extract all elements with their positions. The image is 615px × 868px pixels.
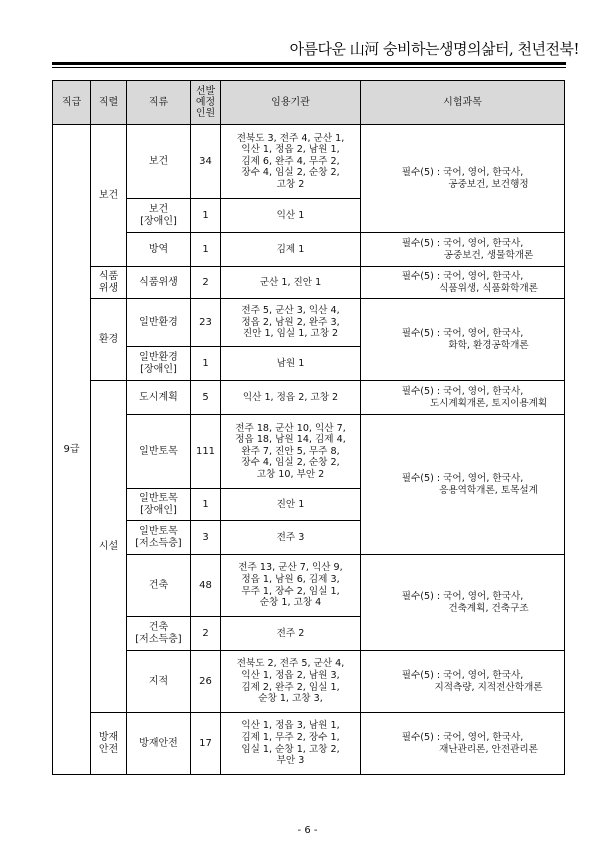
type-cell: 건축 [저소득층] bbox=[127, 617, 191, 651]
type-cell: 일반토목 bbox=[127, 415, 191, 489]
subject-cell bbox=[361, 381, 565, 415]
type-cell: 방재안전 bbox=[127, 713, 191, 775]
table-row bbox=[53, 267, 565, 299]
table-header-row bbox=[53, 81, 565, 125]
subject-line-1: 필수(5) : 국어, 영어, 한국사, bbox=[401, 472, 524, 484]
agency-cell: 남원 1 bbox=[221, 347, 361, 381]
table-row bbox=[53, 299, 565, 347]
type-cell: 일반토목 [장애인] bbox=[127, 489, 191, 521]
agency-cell: 전북도 3, 전주 4, 군산 1, 익산 1, 정읍 2, 남원 1, 김제 6, 완주 4, 무주 2, 장수 4, 임실 2, 순창 2, 고창 2 bbox=[221, 125, 361, 199]
subject-line-1: 필수(5) : 국어, 영어, 한국사, bbox=[401, 731, 524, 743]
agency-cell: 전북도 2, 전주 5, 군산 4, 익산 1, 정읍 2, 남원 3, 김제 2, 완주 2, 임실 1, 순창 1, 고창 3, bbox=[221, 651, 361, 713]
agency-cell: 익산 1, 정읍 3, 남원 1, 김제 1, 무주 2, 장수 1, 임실 1, 순창 1, 고창 2, 부안 3 bbox=[221, 713, 361, 775]
type-cell: 일반환경 bbox=[127, 299, 191, 347]
count-cell: 1 bbox=[191, 199, 221, 233]
type-cell: 보건 [장애인] bbox=[127, 199, 191, 233]
col-header-grade: 직급 bbox=[53, 81, 91, 125]
type-cell: 방역 bbox=[127, 233, 191, 267]
type-cell: 일반환경 [장애인] bbox=[127, 347, 191, 381]
subject-cell bbox=[361, 555, 565, 651]
agency-cell: 진안 1 bbox=[221, 489, 361, 521]
subject-line-2: 재난관리론, 안전관리론 bbox=[439, 743, 538, 755]
page-number: - 6 - bbox=[297, 825, 318, 836]
agency-cell: 전주 5, 군산 3, 익산 4, 정읍 2, 남원 2, 완주 3, 진안 1, 임실 1, 고창 2 bbox=[221, 299, 361, 347]
agency-cell: 군산 1, 진안 1 bbox=[221, 267, 361, 299]
subject-line-1: 필수(5) : 국어, 영어, 한국사, bbox=[401, 166, 524, 178]
count-cell: 17 bbox=[191, 713, 221, 775]
count-cell: 2 bbox=[191, 617, 221, 651]
count-cell: 26 bbox=[191, 651, 221, 713]
subject-line-2: 공중보건, 생물학개론 bbox=[443, 249, 534, 261]
table-row bbox=[53, 125, 565, 199]
table-row bbox=[53, 415, 565, 489]
subject-line-2: 식품위생, 식품화학개론 bbox=[439, 282, 538, 294]
subject-cell bbox=[361, 299, 565, 381]
series-cell-env: 환경 bbox=[91, 299, 127, 381]
subject-cell bbox=[361, 233, 565, 267]
subject-cell bbox=[361, 713, 565, 775]
grade-cell: 9급 bbox=[53, 125, 91, 775]
header-rule-thin bbox=[52, 67, 566, 68]
subject-cell bbox=[361, 125, 565, 233]
series-cell-facility: 시설 bbox=[91, 381, 127, 713]
col-header-agency: 임용기관 bbox=[221, 81, 361, 125]
table-row bbox=[53, 381, 565, 415]
subject-line-2: 공중보건, 보건행정 bbox=[448, 178, 529, 190]
count-cell: 48 bbox=[191, 555, 221, 617]
subject-line-1: 필수(5) : 국어, 영어, 한국사, bbox=[401, 237, 524, 249]
agency-cell: 전주 3 bbox=[221, 521, 361, 555]
agency-cell: 김제 1 bbox=[221, 233, 361, 267]
type-cell: 지적 bbox=[127, 651, 191, 713]
subject-line-1: 필수(5) : 국어, 영어, 한국사, bbox=[401, 669, 524, 681]
count-cell: 1 bbox=[191, 489, 221, 521]
agency-cell: 전주 18, 군산 10, 익산 7, 정읍 18, 남원 14, 김제 4, 완주 7, 진안 5, 무주 8, 장수 4, 임실 2, 순창 2, 고창 10, 부안 2 bbox=[221, 415, 361, 489]
subject-line-2: 도시계획개론, 토지이용계획 bbox=[429, 397, 548, 409]
subject-line-1: 필수(5) : 국어, 영어, 한국사, bbox=[401, 590, 524, 602]
subject-cell bbox=[361, 651, 565, 713]
count-cell: 34 bbox=[191, 125, 221, 199]
count-cell: 23 bbox=[191, 299, 221, 347]
subject-cell bbox=[361, 267, 565, 299]
count-cell: 3 bbox=[191, 521, 221, 555]
subject-line-2: 화학, 환경공학개론 bbox=[448, 339, 529, 351]
header-rule-thick bbox=[52, 62, 566, 65]
type-cell: 보건 bbox=[127, 125, 191, 199]
type-cell: 일반토목 [저소득층] bbox=[127, 521, 191, 555]
agency-cell: 익산 1, 정읍 2, 고창 2 bbox=[221, 381, 361, 415]
series-cell-food: 식품 위생 bbox=[91, 267, 127, 299]
count-cell: 1 bbox=[191, 233, 221, 267]
count-cell: 2 bbox=[191, 267, 221, 299]
type-cell: 식품위생 bbox=[127, 267, 191, 299]
count-cell: 5 bbox=[191, 381, 221, 415]
page-header-title: 아름다운 山河 숭비하는생명의삶터, 천년전북! bbox=[289, 40, 579, 58]
table-row bbox=[53, 233, 565, 267]
col-header-count: 선발 예정 인원 bbox=[191, 81, 221, 125]
table-row bbox=[53, 713, 565, 775]
subject-cell bbox=[361, 415, 565, 555]
count-cell: 1 bbox=[191, 347, 221, 381]
subject-line-2: 응용역학개론, 토목설계 bbox=[439, 484, 538, 496]
agency-cell: 익산 1 bbox=[221, 199, 361, 233]
agency-cell: 전주 13, 군산 7, 익산 9, 정읍 1, 남원 6, 김제 3, 무주 1, 장수 2, 임실 1, 순창 1, 고창 4 bbox=[221, 555, 361, 617]
subject-line-1: 필수(5) : 국어, 영어, 한국사, bbox=[401, 385, 524, 397]
col-header-subject: 시험과목 bbox=[361, 81, 565, 125]
table-row bbox=[53, 651, 565, 713]
recruitment-table bbox=[52, 80, 565, 775]
subject-line-2: 건축계획, 건축구조 bbox=[448, 602, 529, 614]
type-cell: 도시계획 bbox=[127, 381, 191, 415]
col-header-type: 직류 bbox=[127, 81, 191, 125]
col-header-series: 직렬 bbox=[91, 81, 127, 125]
series-cell-health: 보건 bbox=[91, 125, 127, 267]
type-cell: 건축 bbox=[127, 555, 191, 617]
subject-line-2: 지적측량, 지적전산학개론 bbox=[434, 681, 543, 693]
series-cell-disaster: 방재 안전 bbox=[91, 713, 127, 775]
agency-cell: 전주 2 bbox=[221, 617, 361, 651]
table-row bbox=[53, 555, 565, 617]
subject-line-1: 필수(5) : 국어, 영어, 한국사, bbox=[401, 270, 524, 282]
count-cell: 111 bbox=[191, 415, 221, 489]
subject-line-1: 필수(5) : 국어, 영어, 한국사, bbox=[401, 327, 524, 339]
